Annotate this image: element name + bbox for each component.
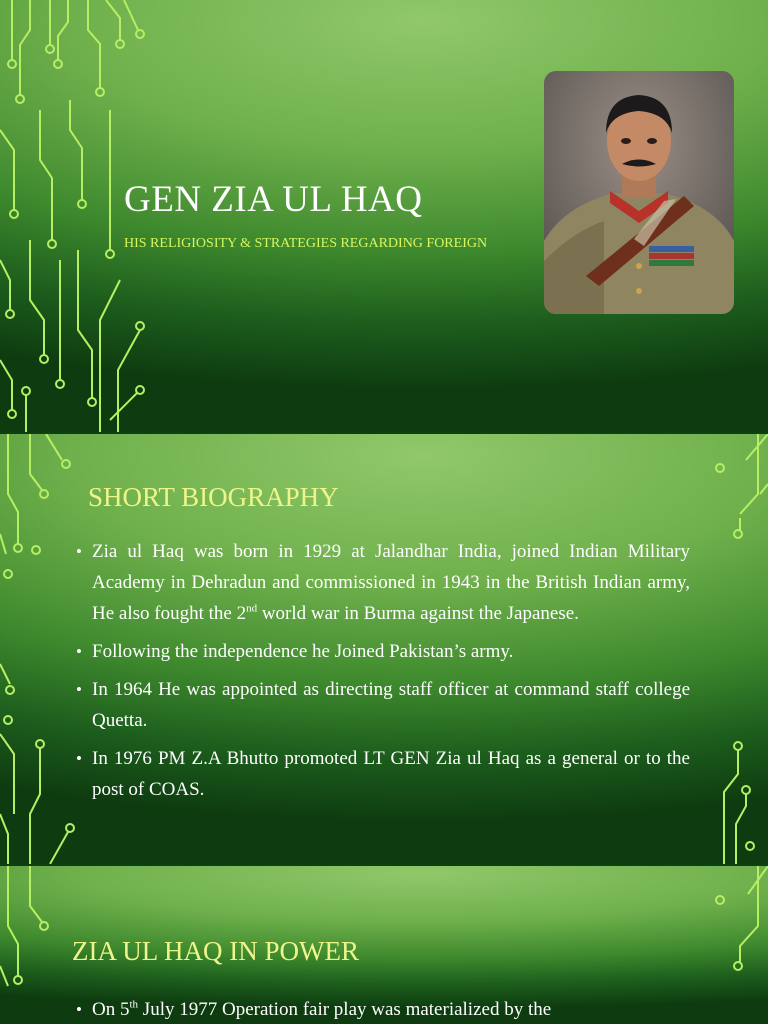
power-list [76, 994, 690, 1024]
biography-slide [0, 434, 768, 864]
list-item: • In 1976 PM Z.A Bhutto promoted LT GEN Zia ul Haq as a general or to the post of COAS. [76, 743, 690, 805]
portrait-photo-icon [544, 71, 734, 314]
biography-list [76, 536, 690, 812]
power-slide [0, 866, 768, 1024]
list-item: • Following the independence he Joined Pakistan’s army. [76, 636, 690, 667]
slide-subtitle: HIS RELIGIOSITY & STRATEGIES REGARDING FOREIGN [124, 236, 488, 251]
list-item: • On 5th July 1977 Operation fair play was materialized by the [76, 994, 690, 1024]
circuit-decoration [700, 866, 768, 1024]
title-slide [0, 0, 768, 432]
circuit-decoration [0, 866, 80, 1024]
portrait-image [544, 71, 734, 314]
list-item: • In 1964 He was appointed as directing staff officer at command staff college Quetta. [76, 674, 690, 736]
list-item: • Zia ul Haq was born in 1929 at Jalandhar India, joined Indian Military Academy in Dehradun and commissioned in 1943 in the British Indian army, He also fought the 2nd world war in Burma against the Japanese. [76, 536, 690, 629]
slide-heading: ZIA UL HAQ IN POWER [72, 936, 359, 966]
circuit-decoration [0, 434, 80, 864]
slide-title: GEN ZIA UL HAQ [124, 179, 423, 220]
circuit-decoration [700, 434, 768, 864]
slide-heading: SHORT BIOGRAPHY [88, 482, 339, 512]
